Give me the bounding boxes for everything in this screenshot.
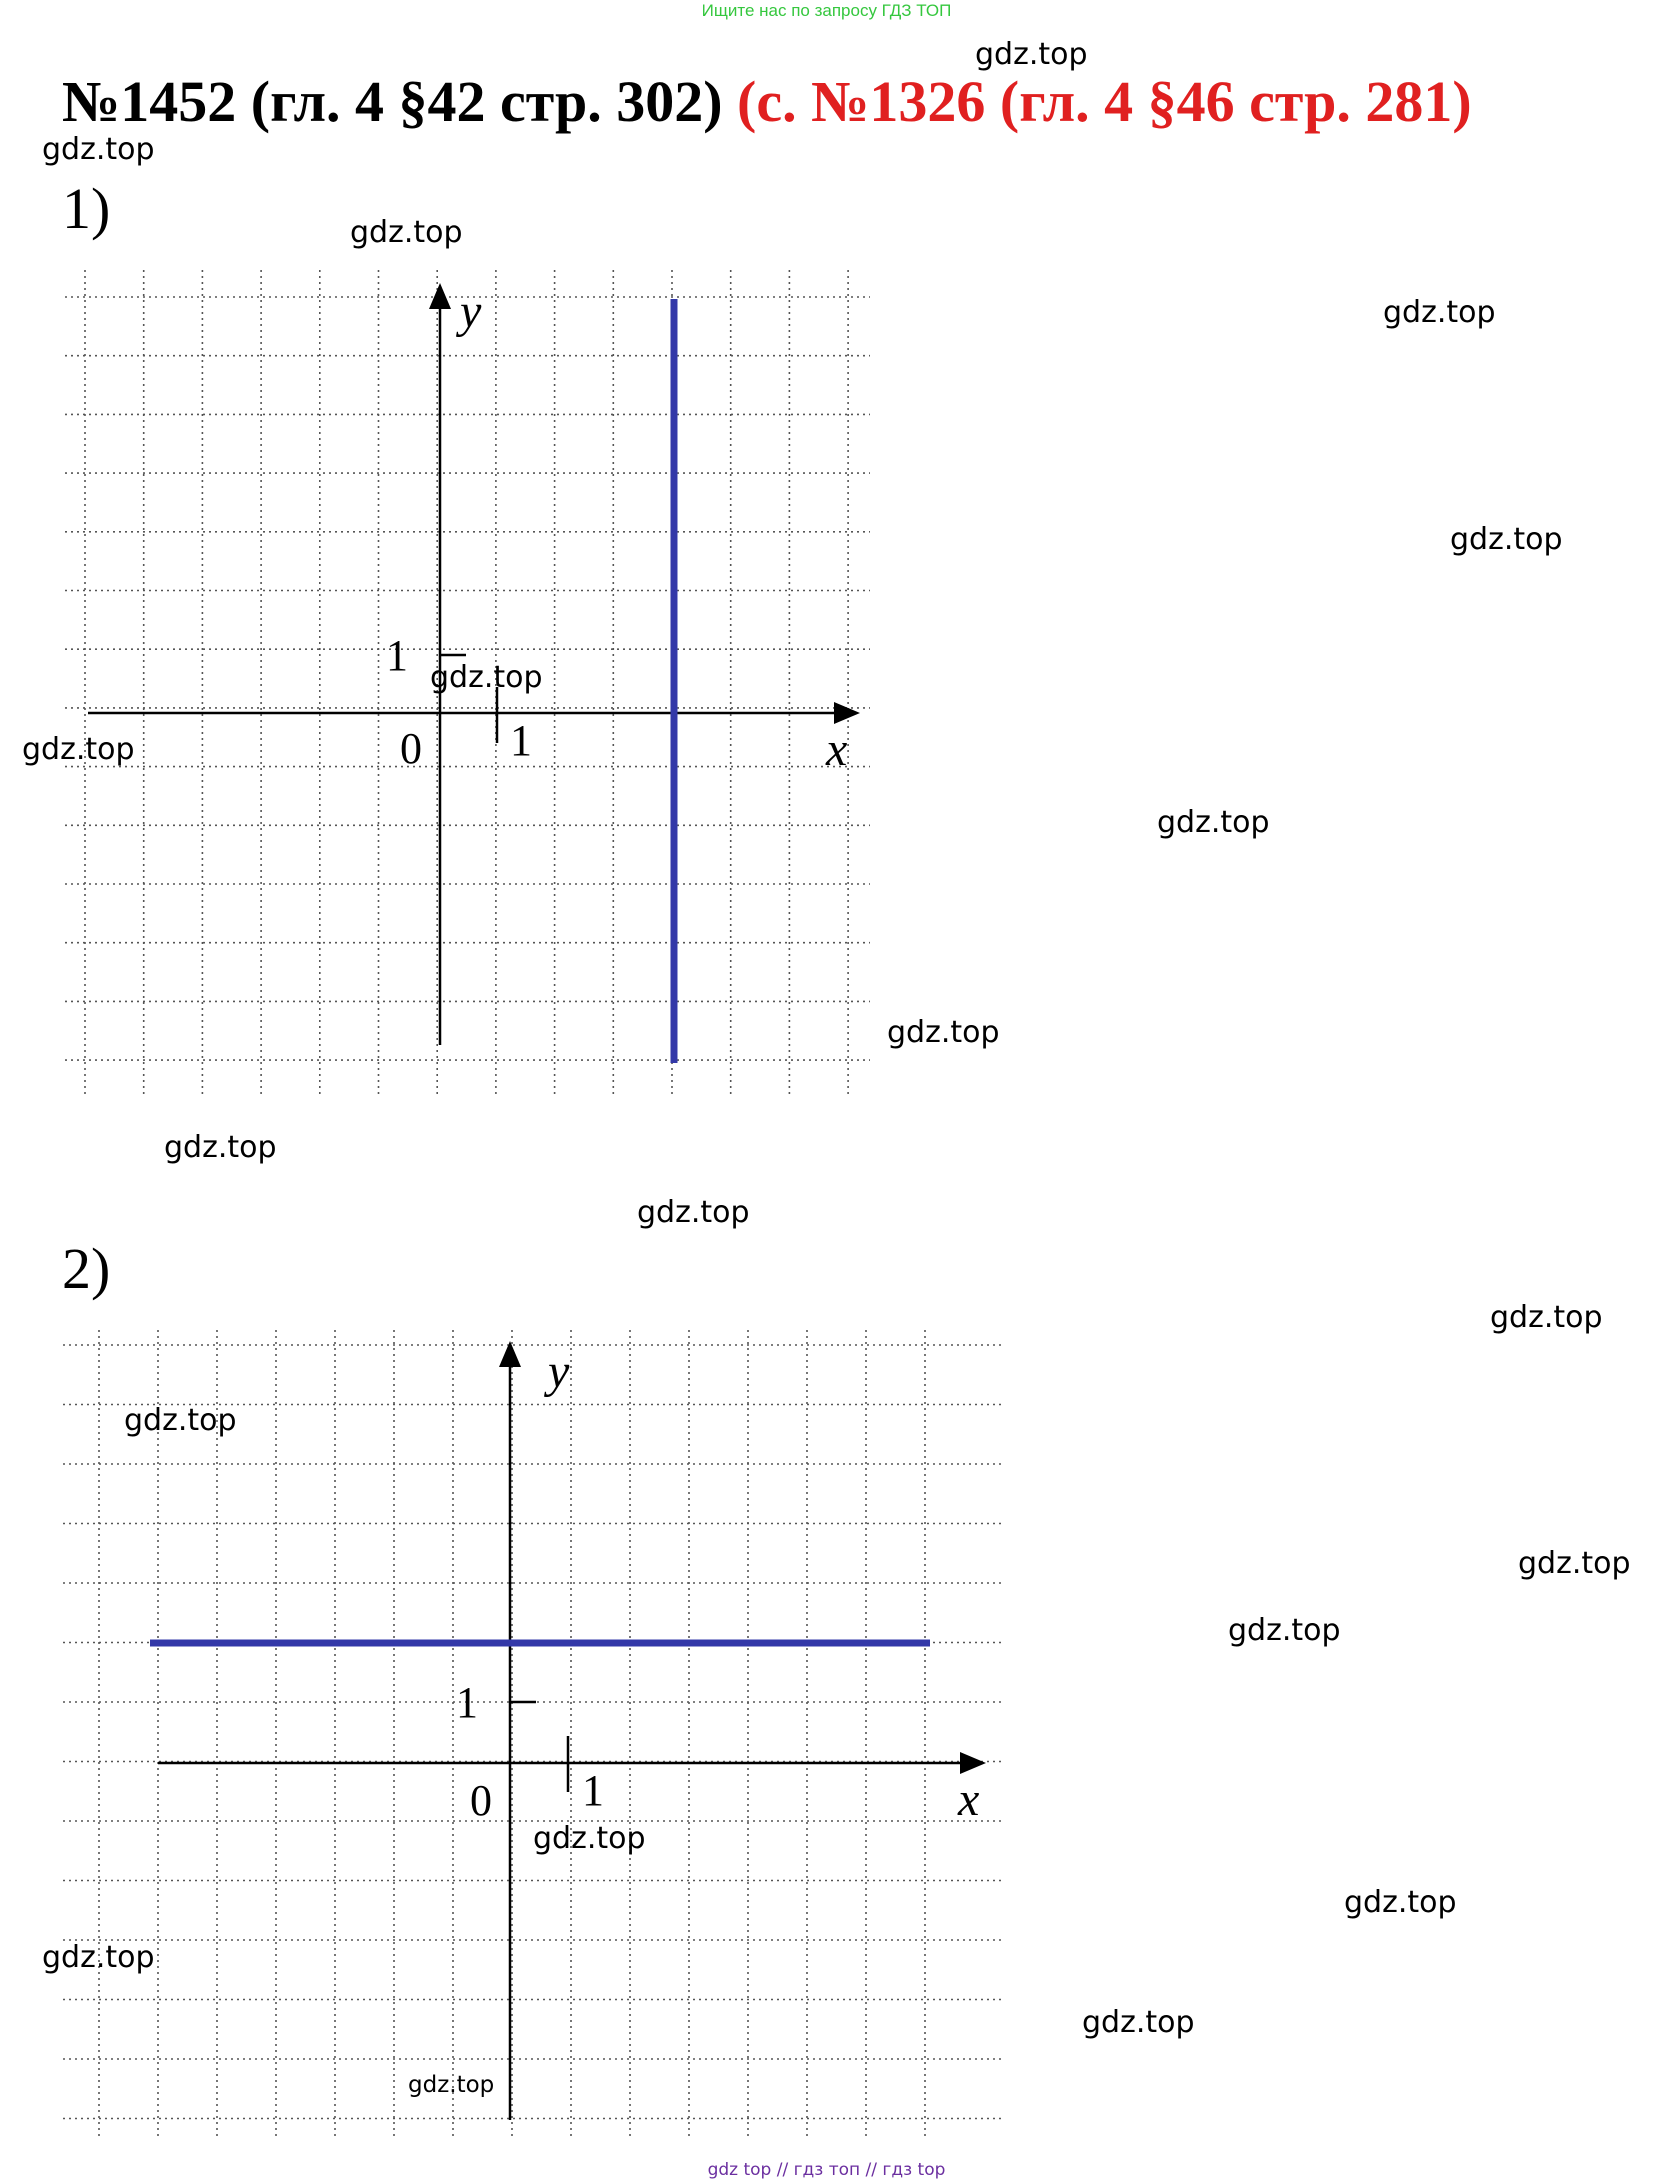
watermark: gdz.top	[1157, 805, 1270, 840]
watermark: gdz.top	[430, 660, 543, 695]
watermark: gdz.top	[42, 1940, 155, 1975]
watermark: gdz.top	[1082, 2005, 1195, 2040]
x-unit-label: 1	[582, 1766, 604, 1815]
watermark: gdz.top	[637, 1195, 750, 1230]
watermark: gdz.top	[1228, 1613, 1341, 1648]
x-axis-label: x	[826, 723, 848, 776]
watermark: gdz.top	[1344, 1885, 1457, 1920]
watermark: gdz.top	[350, 215, 463, 250]
y-axis-label: y	[548, 1345, 570, 1398]
x-axis-label: x	[958, 1773, 980, 1826]
coordinate-graph-2	[60, 1325, 1010, 2140]
watermark: gdz.top	[1450, 522, 1563, 557]
y-unit-label: 1	[456, 1678, 478, 1727]
grid	[63, 1330, 1005, 2137]
watermark: gdz.top	[124, 1403, 237, 1438]
part-1-label: 1)	[62, 176, 111, 241]
watermark: gdz.top	[408, 2072, 495, 2098]
title-main: №1452 (гл. 4 §42 стр. 302)	[62, 69, 723, 134]
page-title	[62, 68, 1472, 135]
watermark: gdz.top	[887, 1015, 1000, 1050]
search-banner: Ищите нас по запросу ГДЗ ТОП	[701, 1, 952, 20]
watermark: gdz.top	[1490, 1300, 1603, 1335]
watermark: gdz.top	[975, 37, 1088, 72]
origin-label: 0	[400, 724, 422, 773]
watermark: gdz.top	[164, 1130, 277, 1165]
origin-label: 0	[470, 1776, 492, 1825]
y-axis-label: y	[460, 285, 482, 338]
x-axis-arrow	[834, 702, 860, 724]
x-axis-arrow	[960, 1752, 986, 1774]
watermark: gdz.top	[42, 132, 155, 167]
y-unit-label: 1	[386, 631, 408, 680]
x-unit-label: 1	[510, 716, 532, 765]
part-2-label: 2)	[62, 1236, 111, 1301]
y-axis-arrow	[429, 283, 451, 309]
footer-watermark: gdz top // гдз топ // гдз top	[707, 2160, 946, 2180]
watermark: gdz.top	[533, 1821, 646, 1856]
title-alt: (с. №1326 (гл. 4 §46 стр. 281)	[737, 69, 1472, 134]
watermark: gdz.top	[1518, 1546, 1631, 1581]
watermark: gdz.top	[22, 732, 135, 767]
watermark: gdz.top	[1383, 295, 1496, 330]
